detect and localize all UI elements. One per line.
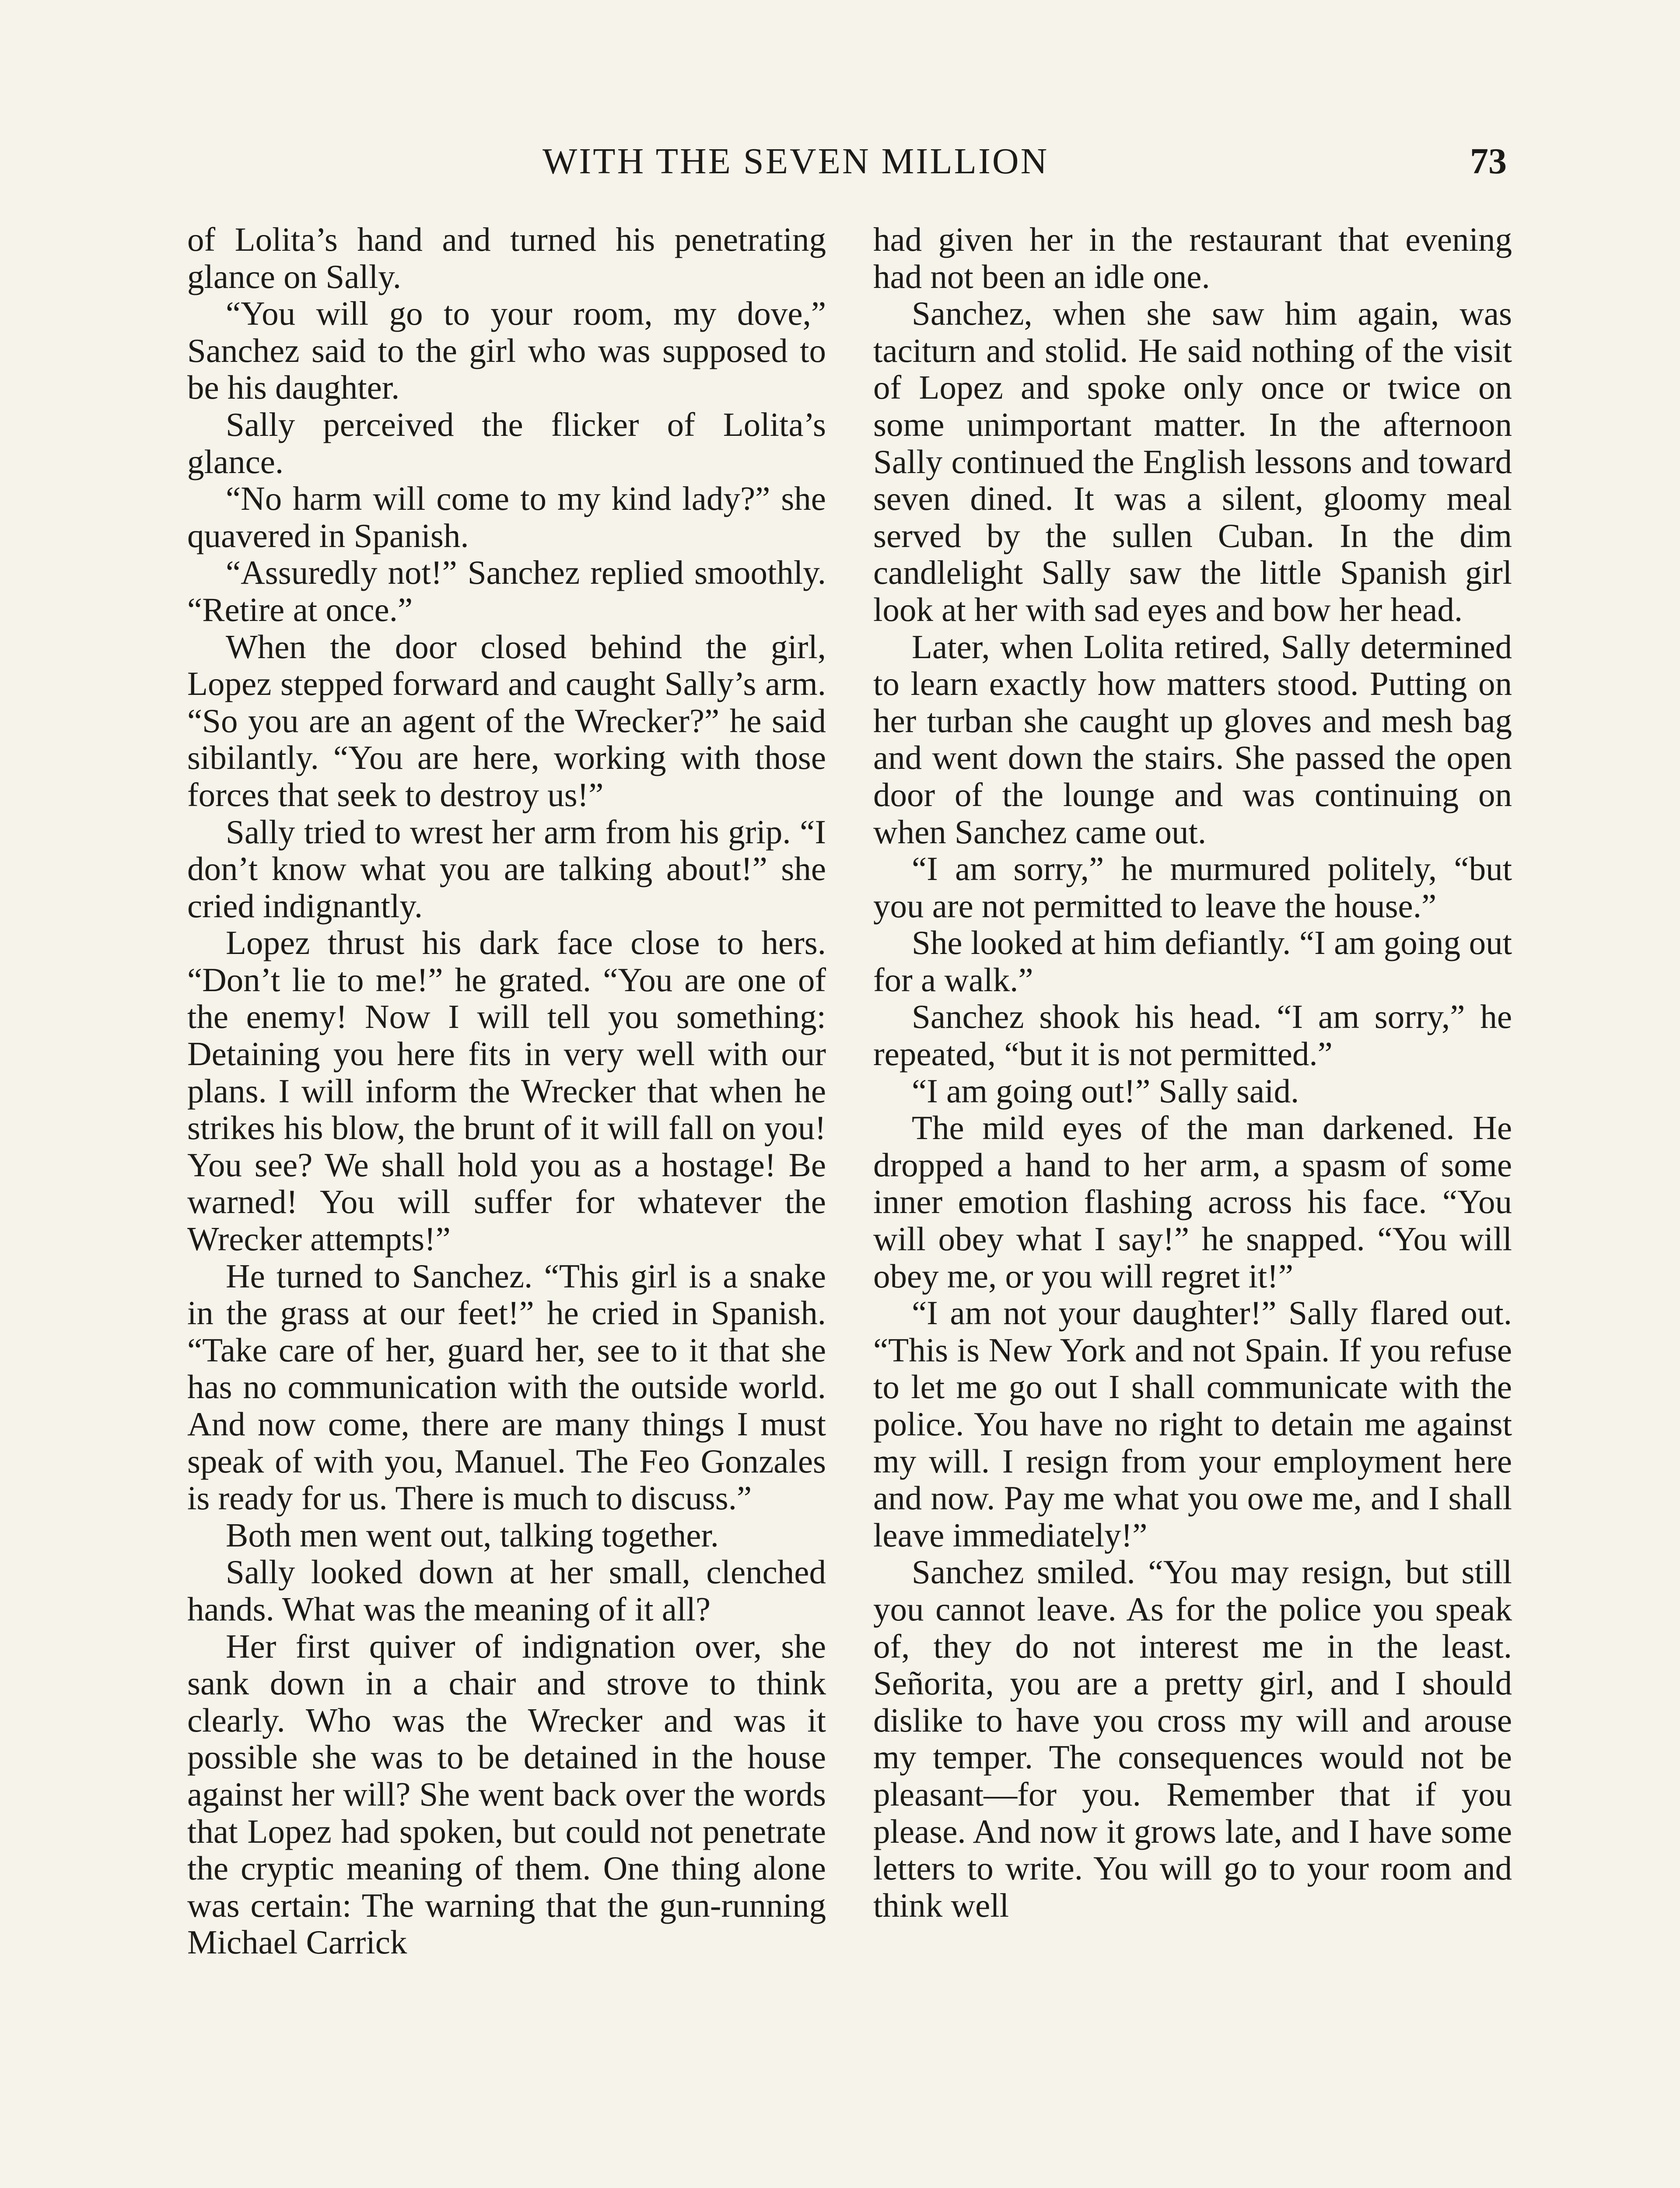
paragraph: When the door closed behind the girl, Lopez stepped forward and caught Sally’s arm. “So you are an agent of the Wrecker?” he said sibilantly. “You are here, working with those forces that seek to destroy us!” bbox=[187, 628, 826, 813]
paragraph: “I am going out!” Sally said. bbox=[912, 1072, 1299, 1110]
paragraph: Both men went out, talking together. bbox=[226, 1516, 719, 1554]
paragraph: Lopez thrust his dark face close to hers. “Don’t lie to me!” he grated. “You are one of the enemy! Now I will tell you something: Detaining you here fits in very well with our plans. I will inform the Wrecker that when he strikes his blow, the brunt of it will fall on you! You see? We shall hold you as a hostage! Be warned! You will suffer for whatever the Wrecker attempts!” bbox=[187, 924, 826, 1258]
paragraph: “I am not your daughter!” Sally flared out. “This is New York and not Spain. If you refuse to let me go out I shall communicate with the police. You have no right to detain me against my will. I resign from your employment here and now. Pay me what you owe me, and I shall leave immediately!” bbox=[873, 1294, 1512, 1554]
right-text-column bbox=[873, 221, 1512, 1924]
left-text-column bbox=[187, 221, 826, 1961]
paragraph: Her first quiver of indignation over, she sank down in a chair and strove to think clearly. Who was the Wrecker and was it possible she was to be detained in the house against her will? She went back over the words that Lopez had spoken, but could not penetrate the cryptic meaning of them. One thing alone was certain: The warning that the gun-running Michael Carrick bbox=[187, 1627, 826, 1961]
paragraph: She looked at him defiantly. “I am going out for a walk.” bbox=[873, 924, 1512, 999]
paragraph: Sally looked down at her small, clenched hands. What was the meaning of it all? bbox=[187, 1553, 826, 1628]
paragraph: “You will go to your room, my dove,” Sanchez said to the girl who was supposed to be his daughter. bbox=[187, 295, 826, 407]
paragraph: Sally perceived the flicker of Lolita’s glance. bbox=[187, 405, 826, 480]
paragraph: “No harm will come to my kind lady?” she quavered in Spanish. bbox=[187, 480, 826, 554]
paragraph: The mild eyes of the man darkened. He dropped a hand to her arm, a spasm of some inner emotion flashing across his face. “You will obey what I say!” he snapped. “You will obey me, or you will regret it!” bbox=[873, 1109, 1512, 1295]
running-head bbox=[0, 140, 1680, 188]
paragraph: of Lolita’s hand and turned his penetrating glance on Sally. bbox=[187, 221, 826, 295]
paragraph: Later, when Lolita retired, Sally determined to learn exactly how matters stood. Putting on her turban she caught up gloves and mesh bag and went down the stairs. She passed the open door of the lounge and was continuing on when Sanchez came out. bbox=[873, 628, 1512, 851]
paragraph: Sanchez smiled. “You may resign, but still you cannot leave. As for the police you speak of, they do not interest me in the least. Señorita, you are a pretty girl, and I should dislike to have you cross my will and arouse my temper. The consequences would not be pleasant—for you. Remember that if you please. And now it grows late, and I have some letters to write. You will go to your room and think well bbox=[873, 1553, 1512, 1924]
paragraph: “I am sorry,” he murmured politely, “but you are not permitted to leave the house.” bbox=[873, 850, 1512, 925]
paragraph: “Assuredly not!” Sanchez replied smoothly. “Retire at once.” bbox=[187, 554, 826, 628]
running-title: WITH THE SEVEN MILLION bbox=[542, 141, 1049, 182]
paragraph: He turned to Sanchez. “This girl is a snake in the grass at our feet!” he cried in Spanish. “Take care of her, guard her, see to it that she has no communication with the outside world. And now come, there are many things I must speak of with you, Manuel. The Feo Gonzales is ready for us. There is much to discuss.” bbox=[187, 1257, 826, 1517]
paragraph: Sanchez, when she saw him again, was taciturn and stolid. He said nothing of the visit of Lopez and spoke only once or twice on some unimportant matter. In the afternoon Sally continued the English lessons and toward seven dined. It was a silent, gloomy meal served by the sullen Cuban. In the dim candlelight Sally saw the little Spanish girl look at her with sad eyes and bow her head. bbox=[873, 295, 1512, 628]
paragraph: Sally tried to wrest her arm from his grip. “I don’t know what you are talking about!” she cried indignantly. bbox=[187, 813, 826, 925]
paragraph: had given her in the restaurant that evening had not been an idle one. bbox=[873, 221, 1512, 295]
page-number: 73 bbox=[1470, 141, 1507, 182]
paragraph: Sanchez shook his head. “I am sorry,” he repeated, “but it is not permitted.” bbox=[873, 998, 1512, 1073]
